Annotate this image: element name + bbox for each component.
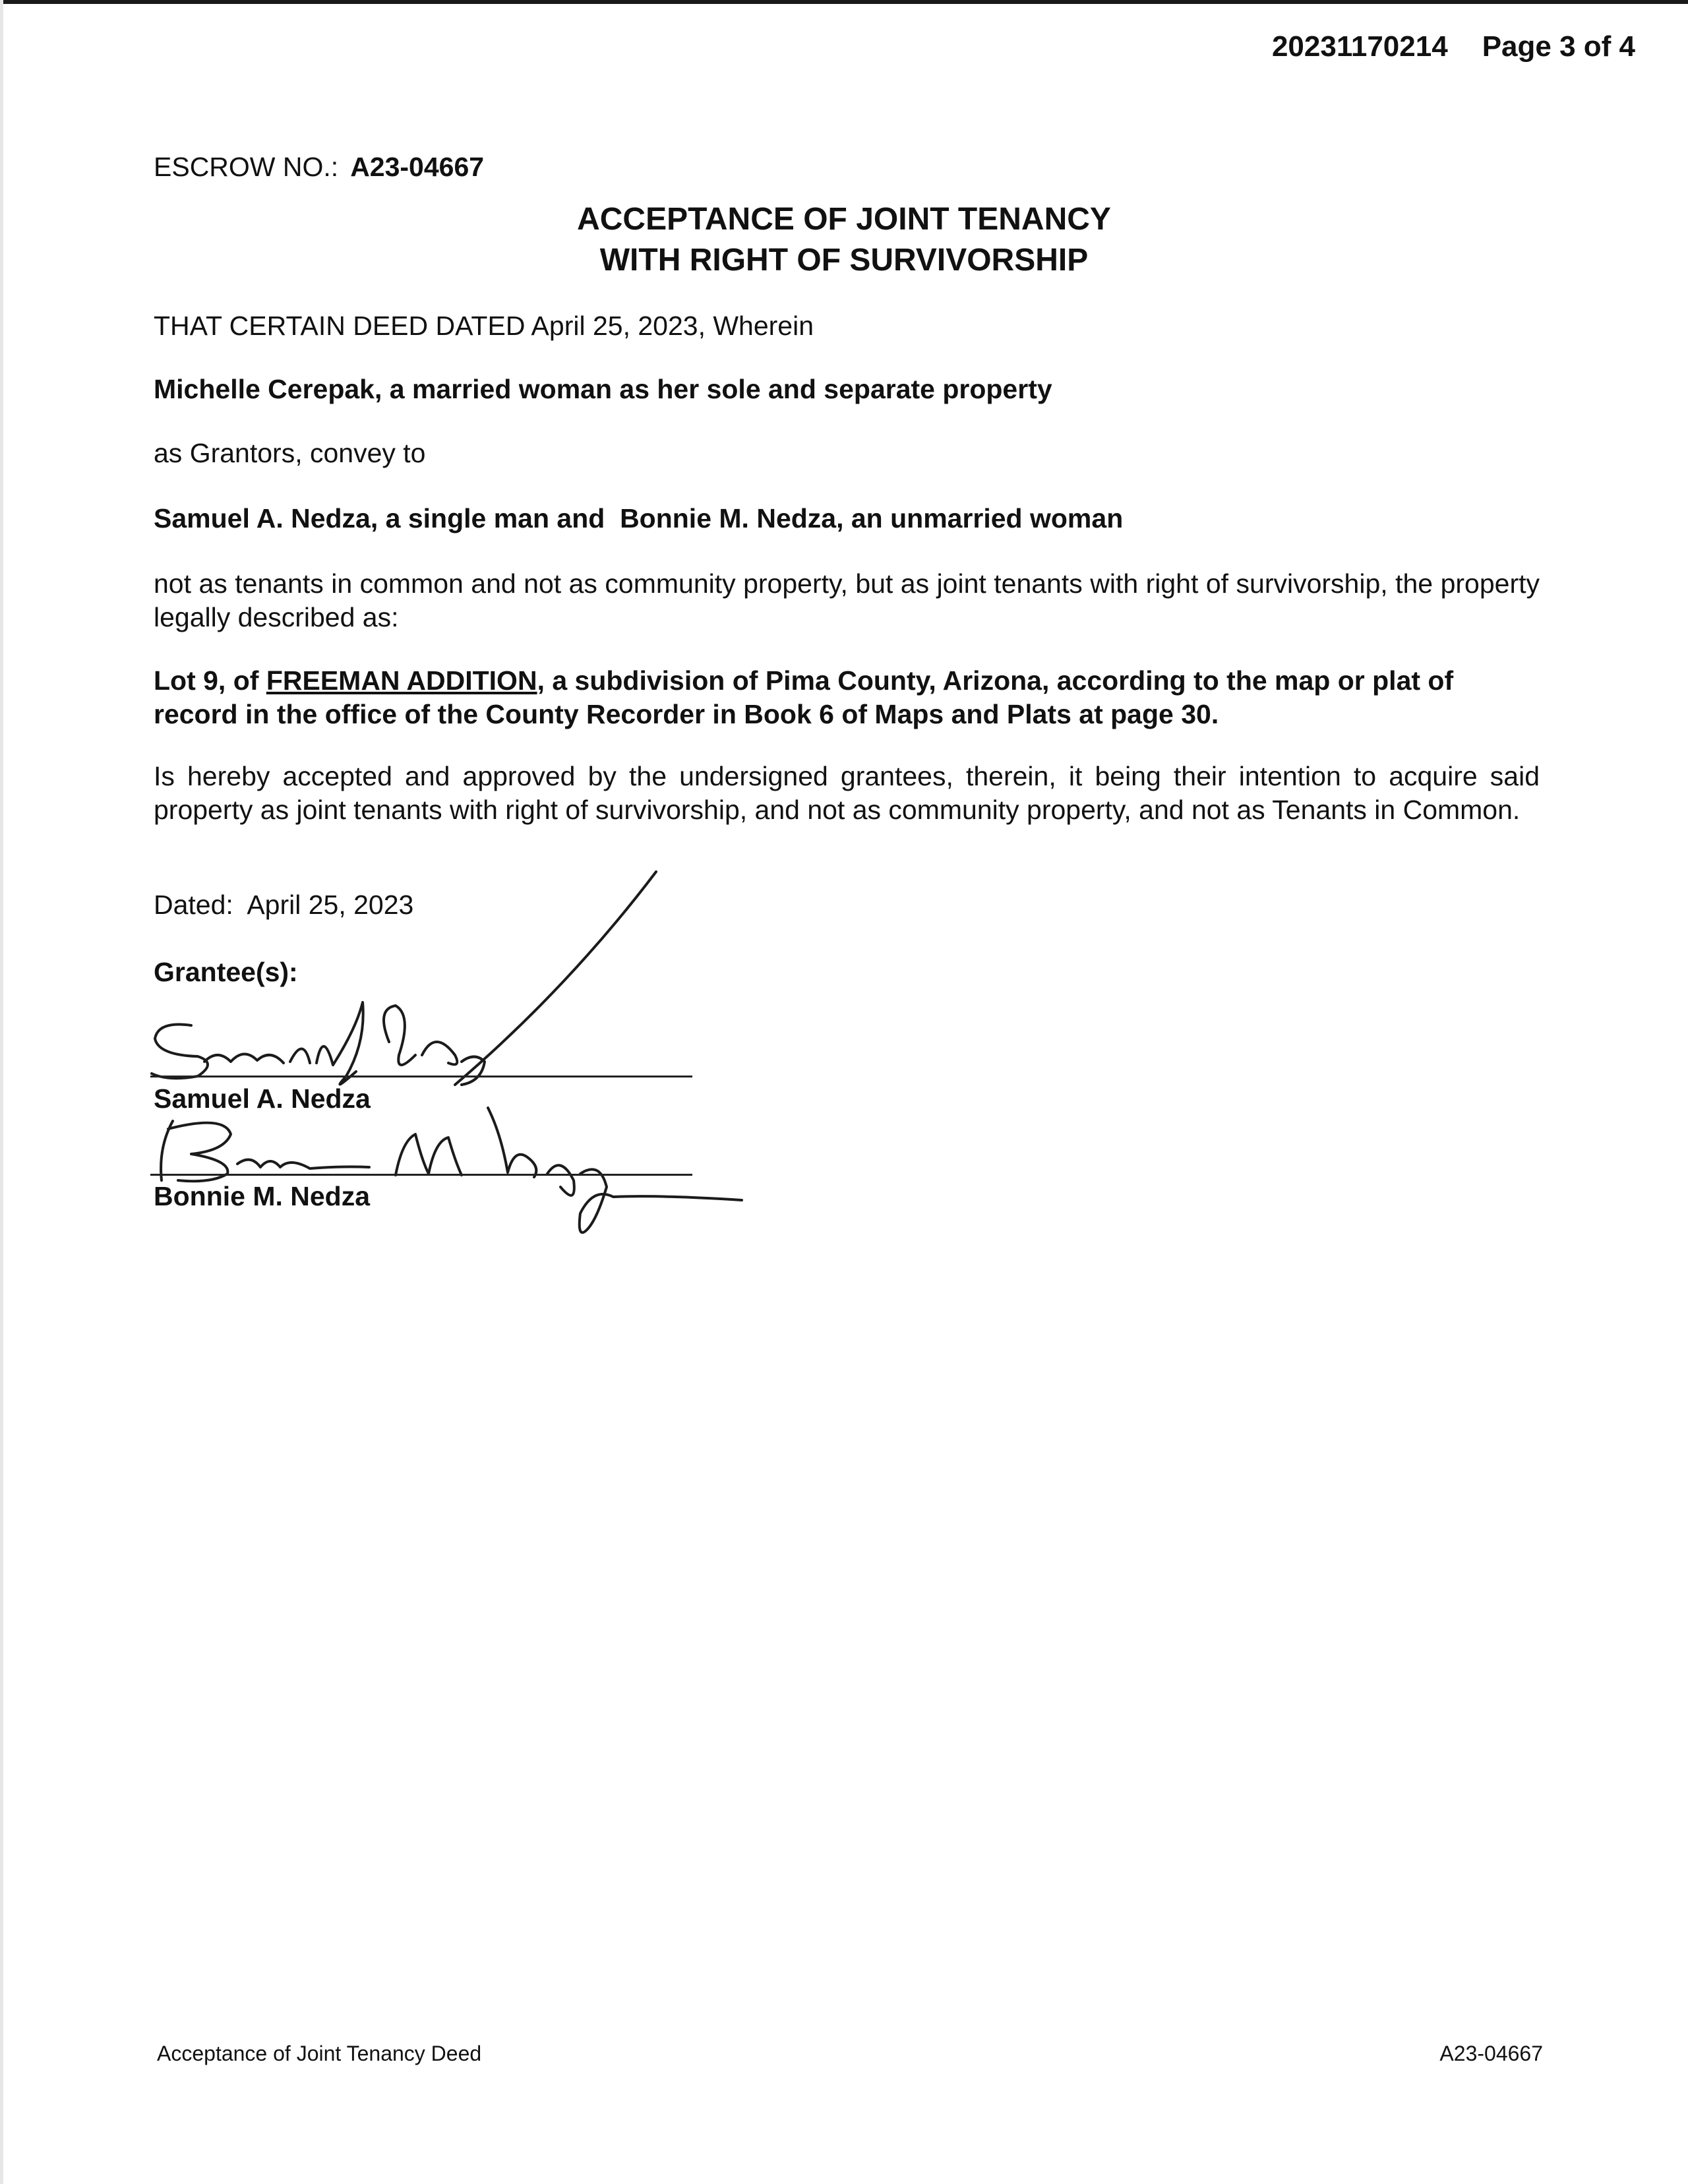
grantor-name: Michelle Cerepak, a married woman as her sole and separate property: [154, 374, 1052, 404]
escrow-label: ESCROW NO.:: [154, 152, 339, 182]
footer-escrow-number: A23-04667: [1439, 2042, 1543, 2065]
escrow-number: A23-04667: [350, 152, 485, 182]
footer-document-name: Acceptance of Joint Tenancy Deed: [157, 2042, 482, 2065]
tenancy-clause: not as tenants in common and not as community property, but as joint tenants with right of survivorship, the property legally described as:: [154, 568, 1540, 632]
scan-left-border: [0, 0, 3, 2184]
escrow-line: [154, 152, 484, 183]
legal-description: [154, 664, 1540, 731]
title-line-2: WITH RIGHT OF SURVIVORSHIP: [599, 243, 1089, 278]
signature-line-2: [150, 1174, 692, 1176]
page-indicator: Page 3 of 4: [1482, 30, 1635, 63]
recording-number: 20231170214: [1271, 30, 1448, 63]
grantees-line: Samuel A. Nedza, a single man and Bonnie M. Nedza, an unmarried woman: [154, 503, 1124, 533]
signer-name-1: Samuel A. Nedza: [154, 1083, 371, 1114]
convey-text: as Grantors, convey to: [154, 438, 426, 468]
signer-name-2: Bonnie M. Nedza: [154, 1181, 371, 1211]
signature-line-1: [150, 1076, 692, 1077]
recording-header: [1272, 30, 1635, 63]
legal-rest: , a subdivision of Pima County, Arizona, according to the map or plat of record in the office of the County Recorder in Book 6 of Maps and Plats at page 30.: [154, 665, 1454, 729]
signature-bonnie: [161, 1108, 742, 1232]
acceptance-statement: Is hereby accepted and approved by the undersigned grantees, therein, it being their intention to acquire said property as joint tenants with right of survivorship, and not as community property, and not as Tenants in Common.: [154, 761, 1540, 825]
grantees-label: Grantee(s):: [154, 957, 298, 987]
title-line-1: ACCEPTANCE OF JOINT TENANCY: [577, 202, 1111, 237]
dated-line: Dated: April 25, 2023: [154, 890, 414, 920]
document-title: [0, 199, 1688, 281]
signature-samuel: [152, 1002, 485, 1085]
legal-prefix: Lot 9, of: [154, 665, 266, 696]
deed-intro: THAT CERTAIN DEED DATED April 25, 2023, Wherein: [154, 311, 814, 341]
scan-top-border: [0, 0, 1688, 4]
subdivision-name: FREEMAN ADDITION: [266, 665, 537, 696]
